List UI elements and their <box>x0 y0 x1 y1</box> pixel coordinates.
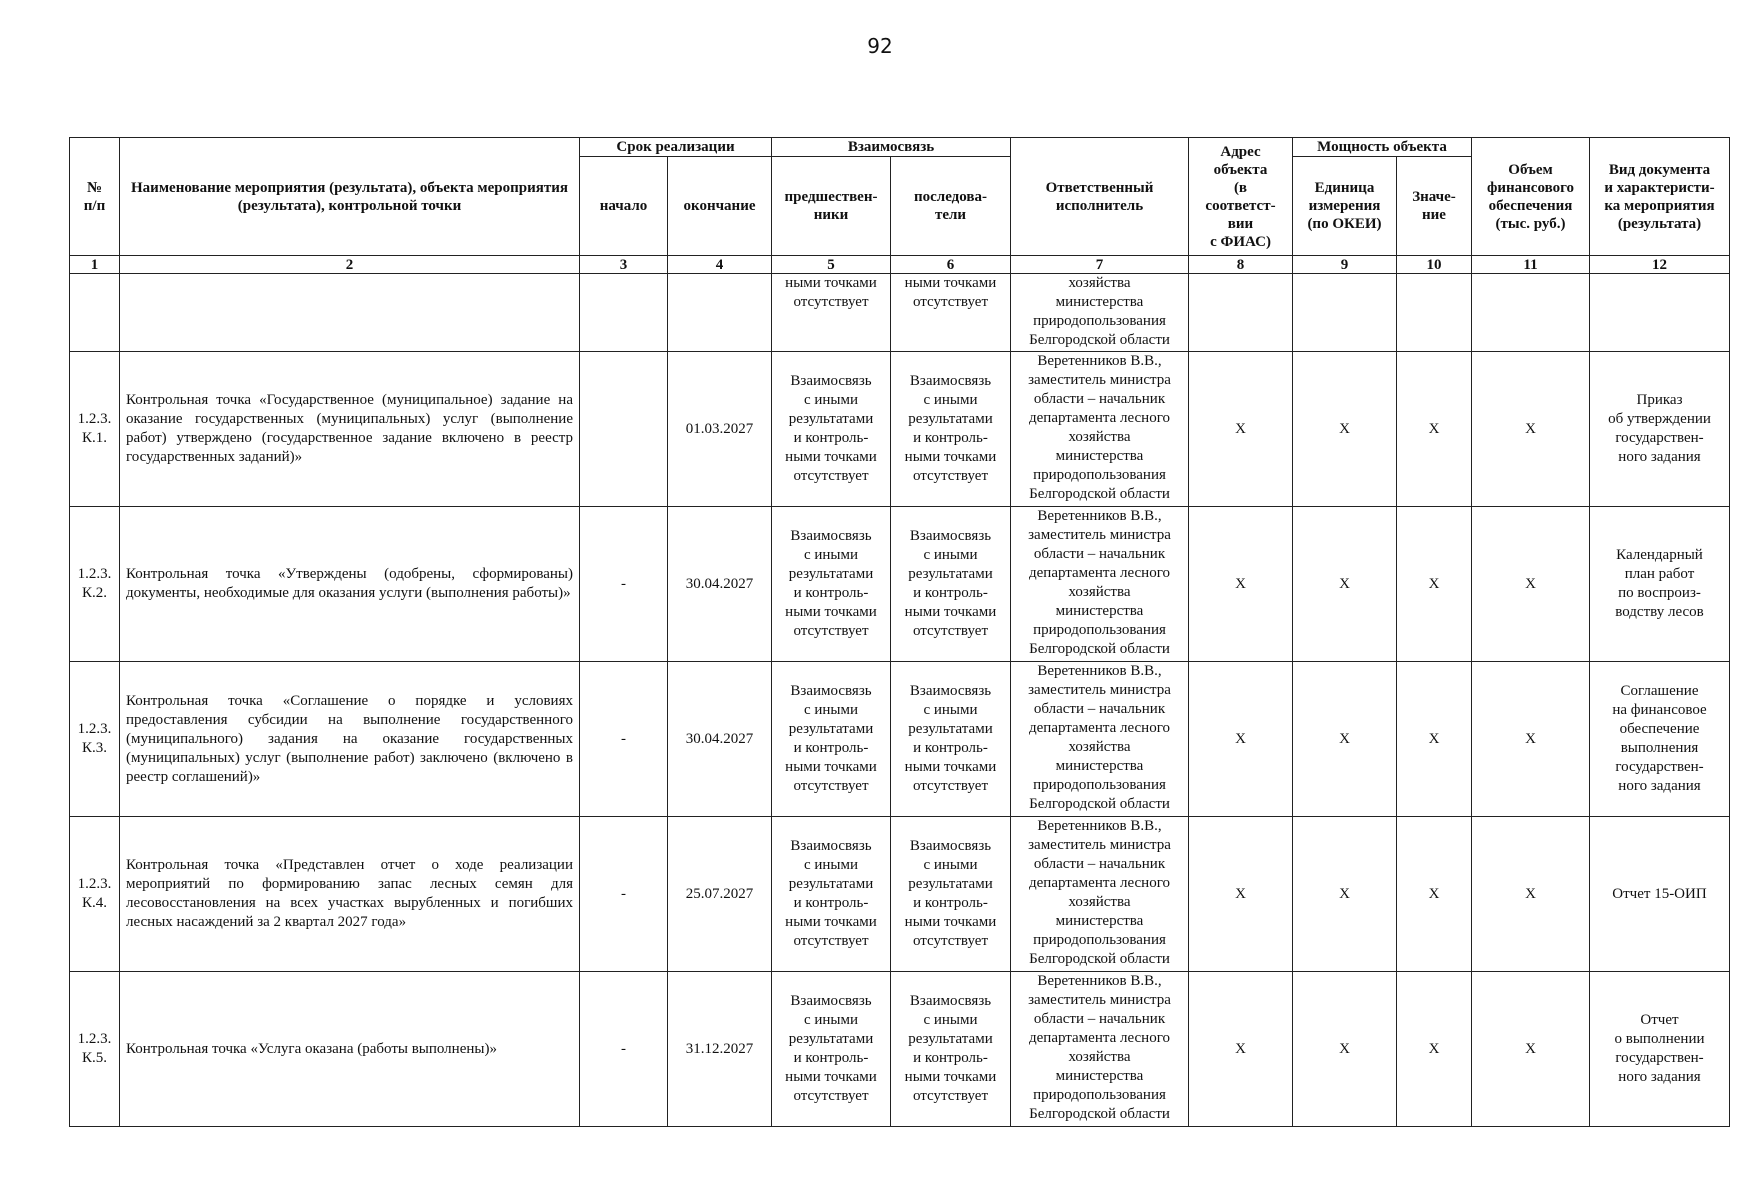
start-date: - <box>580 662 668 817</box>
end-date: 31.12.2027 <box>668 972 772 1127</box>
header-link-prev: предшествен- ники <box>772 157 891 256</box>
capacity-unit: Х <box>1293 662 1397 817</box>
plan-table <box>69 137 1730 1127</box>
capacity-unit: Х <box>1293 507 1397 662</box>
control-point-title: Контрольная точка «Соглашение о порядке и условиях предоставления субсидии на выполнение государственного (муниципального) задания на оказание государственных (муниципальных) услуг (выполнение работ) заключено (включено в реестр соглашений)» <box>120 662 580 817</box>
responsible-executor: Веретенников В.В., заместитель министра области – начальник департамента лесного хозяйства министерства природопользования Белгородской области <box>1011 662 1189 817</box>
end-date: 30.04.2027 <box>668 662 772 817</box>
end-date: 01.03.2027 <box>668 352 772 507</box>
column-number: 2 <box>120 256 580 274</box>
header-num: № п/п <box>70 138 120 256</box>
row-number: 1.2.3. К.3. <box>70 662 120 817</box>
column-number: 1 <box>70 256 120 274</box>
finance-volume: Х <box>1472 352 1590 507</box>
control-point-title: Контрольная точка «Утверждены (одобрены, сформированы) документы, необходимые для оказания услуги (выполнения работы)» <box>120 507 580 662</box>
finance-volume: Х <box>1472 972 1590 1127</box>
column-number: 9 <box>1293 256 1397 274</box>
predecessors: Взаимосвязь с иными результатами и контроль- ными точками отсутствует <box>772 352 891 507</box>
cell-empty <box>70 274 120 352</box>
responsible-executor: Веретенников В.В., заместитель министра области – начальник департамента лесного хозяйства министерства природопользования Белгородской области <box>1011 507 1189 662</box>
header-value: Значе- ние <box>1397 157 1472 256</box>
document-type: Календарный план работ по воспроиз- водству лесов <box>1590 507 1730 662</box>
control-point-title: Контрольная точка «Представлен отчет о ходе реализации мероприятий по формированию запас лесных семян для лесовосстановления на всех участках вырубленных и погибших лесных насаждений за 2 квартал 2027 года» <box>120 817 580 972</box>
document-type: Приказ об утверждении государствен- ного задания <box>1590 352 1730 507</box>
document-type: Соглашение на финансовое обеспечение выполнения государствен- ного задания <box>1590 662 1730 817</box>
cell-empty <box>1472 274 1590 352</box>
header-name: Наименование мероприятия (результата), объекта мероприятия (результата), контрольной точки <box>120 138 580 256</box>
column-number: 5 <box>772 256 891 274</box>
responsible-executor: Веретенников В.В., заместитель министра области – начальник департамента лесного хозяйства министерства природопользования Белгородской области <box>1011 817 1189 972</box>
header-link-next: последова- тели <box>891 157 1011 256</box>
column-number: 6 <box>891 256 1011 274</box>
continuation-row <box>70 274 1730 352</box>
table-body <box>70 274 1730 1127</box>
predecessors: Взаимосвязь с иными результатами и контроль- ными точками отсутствует <box>772 507 891 662</box>
column-number: 7 <box>1011 256 1189 274</box>
header-capacity-group: Мощность объекта <box>1293 138 1472 157</box>
start-date: - <box>580 507 668 662</box>
cell-empty <box>1590 274 1730 352</box>
continuation-prev: ными точками отсутствует <box>772 274 891 352</box>
end-date: 30.04.2027 <box>668 507 772 662</box>
finance-volume: Х <box>1472 507 1590 662</box>
cell-empty <box>580 274 668 352</box>
table-row <box>70 352 1730 507</box>
continuation-next: ными точками отсутствует <box>891 274 1011 352</box>
header-unit: Единица измерения (по ОКЕИ) <box>1293 157 1397 256</box>
header-term-start: начало <box>580 157 668 256</box>
column-number: 8 <box>1189 256 1293 274</box>
responsible-executor: Веретенников В.В., заместитель министра области – начальник департамента лесного хозяйства министерства природопользования Белгородской области <box>1011 972 1189 1127</box>
control-point-title: Контрольная точка «Услуга оказана (работы выполнены)» <box>120 972 580 1127</box>
column-number: 12 <box>1590 256 1730 274</box>
row-number: 1.2.3. К.2. <box>70 507 120 662</box>
successors: Взаимосвязь с иными результатами и контроль- ными точками отсутствует <box>891 507 1011 662</box>
document-type: Отчет 15-ОИП <box>1590 817 1730 972</box>
start-date: - <box>580 817 668 972</box>
document-type: Отчет о выполнении государствен- ного задания <box>1590 972 1730 1127</box>
control-point-title: Контрольная точка «Государственное (муниципальное) задание на оказание государственных (муниципальных) услуг (выполнение работ) утверждено (государственное задание включено в реестр государственных заданий)» <box>120 352 580 507</box>
start-date <box>580 352 668 507</box>
object-address: Х <box>1189 352 1293 507</box>
finance-volume: Х <box>1472 662 1590 817</box>
table-row <box>70 972 1730 1127</box>
predecessors: Взаимосвязь с иными результатами и контроль- ными точками отсутствует <box>772 662 891 817</box>
end-date: 25.07.2027 <box>668 817 772 972</box>
capacity-unit: Х <box>1293 972 1397 1127</box>
finance-volume: Х <box>1472 817 1590 972</box>
cell-empty <box>668 274 772 352</box>
table-row <box>70 817 1730 972</box>
header-term-end: окончание <box>668 157 772 256</box>
successors: Взаимосвязь с иными результатами и контроль- ными точками отсутствует <box>891 662 1011 817</box>
row-number: 1.2.3. К.5. <box>70 972 120 1127</box>
capacity-value: Х <box>1397 507 1472 662</box>
row-number: 1.2.3. К.4. <box>70 817 120 972</box>
object-address: Х <box>1189 817 1293 972</box>
header-responsible: Ответственный исполнитель <box>1011 138 1189 256</box>
cell-empty <box>120 274 580 352</box>
header-address: Адрес объекта (в соответст- вии с ФИАС) <box>1189 138 1293 256</box>
start-date: - <box>580 972 668 1127</box>
continuation-responsible: хозяйства министерства природопользования Белгородской области <box>1011 274 1189 352</box>
capacity-unit: Х <box>1293 352 1397 507</box>
object-address: Х <box>1189 662 1293 817</box>
column-number: 4 <box>668 256 772 274</box>
successors: Взаимосвязь с иными результатами и контроль- ными точками отсутствует <box>891 352 1011 507</box>
table-row <box>70 662 1730 817</box>
capacity-value: Х <box>1397 817 1472 972</box>
header-doc-type: Вид документа и характеристи- ка мероприятия (результата) <box>1590 138 1730 256</box>
column-number: 3 <box>580 256 668 274</box>
row-number: 1.2.3. К.1. <box>70 352 120 507</box>
table-row <box>70 507 1730 662</box>
capacity-value: Х <box>1397 972 1472 1127</box>
predecessors: Взаимосвязь с иными результатами и контроль- ными точками отсутствует <box>772 972 891 1127</box>
successors: Взаимосвязь с иными результатами и контроль- ными точками отсутствует <box>891 817 1011 972</box>
object-address: Х <box>1189 507 1293 662</box>
page-number: 92 <box>867 34 893 58</box>
cell-empty <box>1397 274 1472 352</box>
object-address: Х <box>1189 972 1293 1127</box>
column-number: 11 <box>1472 256 1590 274</box>
cell-empty <box>1293 274 1397 352</box>
predecessors: Взаимосвязь с иными результатами и контроль- ными точками отсутствует <box>772 817 891 972</box>
cell-empty <box>1189 274 1293 352</box>
capacity-value: Х <box>1397 662 1472 817</box>
header-finance: Объем финансового обеспечения (тыс. руб.) <box>1472 138 1590 256</box>
header-term-group: Срок реализации <box>580 138 772 157</box>
column-number-row <box>70 256 1730 274</box>
capacity-value: Х <box>1397 352 1472 507</box>
column-number: 10 <box>1397 256 1472 274</box>
successors: Взаимосвязь с иными результатами и контроль- ными точками отсутствует <box>891 972 1011 1127</box>
responsible-executor: Веретенников В.В., заместитель министра области – начальник департамента лесного хозяйства министерства природопользования Белгородской области <box>1011 352 1189 507</box>
capacity-unit: Х <box>1293 817 1397 972</box>
table-header <box>70 138 1730 274</box>
header-link-group: Взаимосвязь <box>772 138 1011 157</box>
